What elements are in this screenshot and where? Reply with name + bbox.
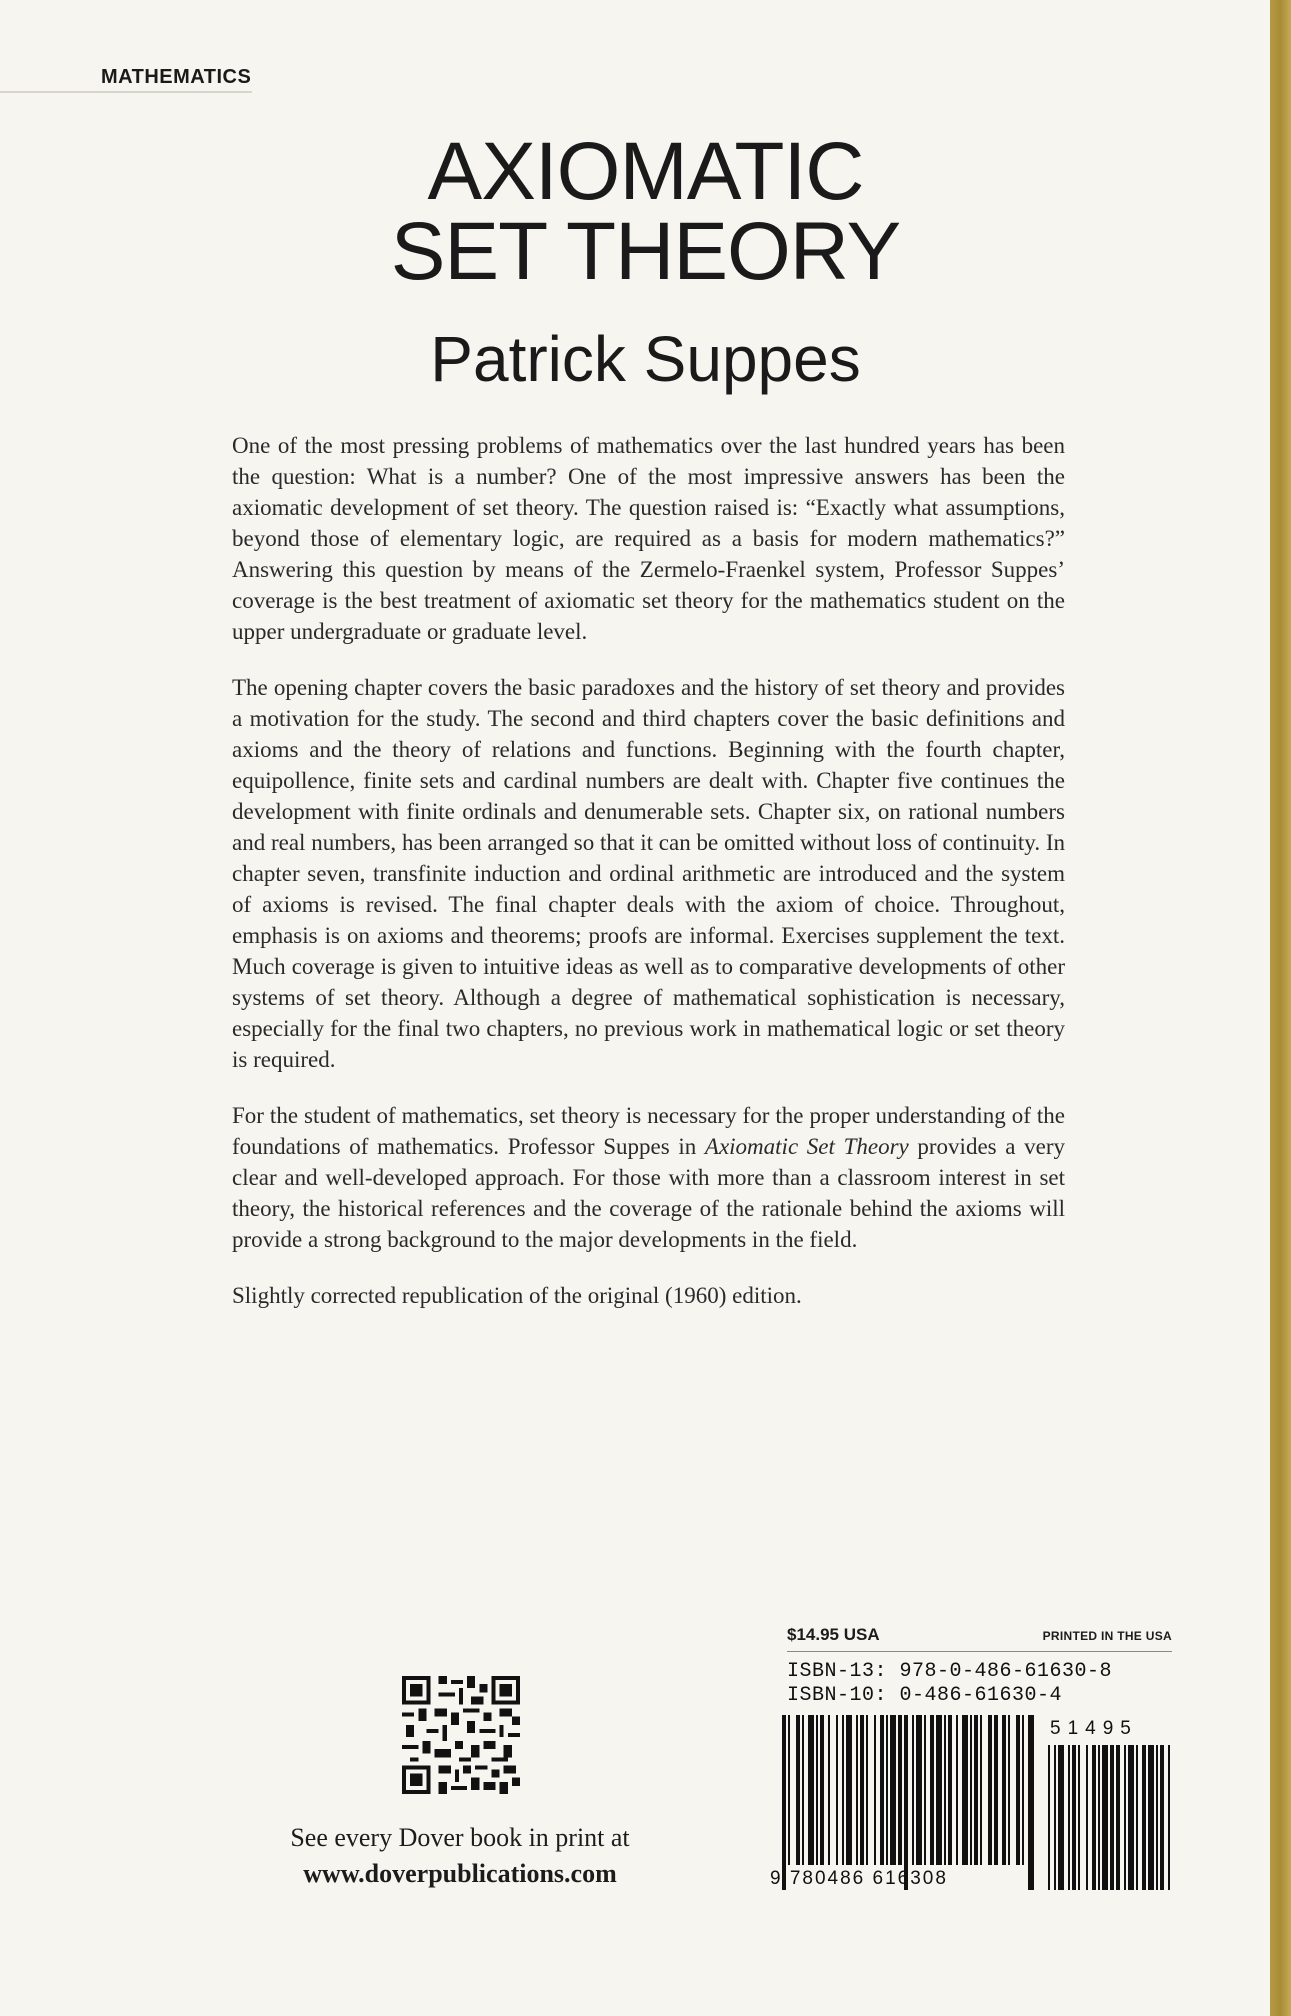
barcode-bar (860, 1715, 864, 1865)
addon-bar (1168, 1745, 1170, 1890)
category-rule (0, 91, 252, 93)
barcode-bar (948, 1715, 952, 1865)
addon-digits: 51495 (1050, 1718, 1138, 1739)
title-line-2: SET THEORY (390, 206, 901, 297)
barcode-bar (866, 1715, 868, 1865)
barcode-bar (788, 1715, 790, 1865)
barcode-bar (808, 1715, 814, 1865)
barcode-bar (890, 1715, 896, 1865)
barcode-bar (988, 1715, 992, 1865)
barcode-bar (974, 1715, 978, 1865)
barcode-bar (1008, 1715, 1010, 1865)
barcode-bar (962, 1715, 968, 1865)
barcode-bar (836, 1715, 838, 1865)
barcode-bar (970, 1715, 972, 1865)
barcode-bar (846, 1715, 852, 1865)
price-row (787, 1625, 1172, 1652)
description (232, 430, 1065, 1336)
barcode-bar (944, 1715, 946, 1865)
barcode-bar (842, 1715, 844, 1865)
barcode-digits: 9 780486 616308 (770, 1868, 948, 1889)
price-block (787, 1625, 1172, 1708)
description-paragraph-1: One of the most pressing problems of mathematics over the last hundred years has been the question: What is a number? One of the most impressive answers has been the axiomatic development of set theory. The question raised is: “Exactly what assumptions, beyond those of elementary logic, are required as a basis for modern mathematics?” Answering this question by means of the Zermelo-Fraenkel system, Professor Suppes’ coverage is the best treatment of axiomatic set theory for the mathematics student on the upper undergraduate or graduate level. (232, 433, 1065, 644)
barcode-bar (1002, 1715, 1006, 1865)
barcode-bar (856, 1715, 858, 1865)
barcode-bar (816, 1715, 818, 1865)
barcode-bar (912, 1715, 914, 1865)
barcode-bar (956, 1715, 958, 1865)
barcode-bar (1028, 1715, 1034, 1890)
barcode-bar (802, 1715, 804, 1865)
book-title (0, 126, 1291, 297)
barcode-bar (782, 1715, 786, 1890)
edition-note: Slightly corrected republication of the original (1960) edition. (232, 1283, 802, 1308)
barcode-bar (936, 1715, 942, 1865)
barcode-bar (994, 1715, 998, 1865)
barcode-bar (916, 1715, 922, 1865)
dover-promo (240, 1820, 680, 1892)
book-title-italic: Axiomatic Set Theory (704, 1134, 909, 1159)
paragraph-3-text-a: For the student of mathematics, set theory is necessary for the proper understanding of the foundations of mathematics. Professor Suppes in (232, 1103, 1065, 1159)
paragraph-3-text-b: provides a very clear and well-developed approach. For those with more than a classroom interest in set theory, the historical references and the coverage of the rationale behind the axioms will provide a strong background to the major developments in the field. (232, 1134, 1065, 1252)
isbn-13: ISBN-13: 978-0-486-61630-8 (787, 1660, 1113, 1683)
qr-code-icon (402, 1676, 520, 1794)
barcode-bar (1022, 1715, 1024, 1865)
description-paragraph-2: The opening chapter covers the basic paradoxes and the history of set theory and provides a motivation for the study. The second and third chapters cover the basic definitions and axioms and the theory of relations and functions. Beginning with the fourth chapter, equipollence, finite sets and cardinal numbers are dealt with. Chapter five continues the development with finite ordinals and denumerable sets. Chapter six, on rational numbers and real numbers, has been arranged so that it can be omitted without loss of continuity. In chapter seven, transfinite induction and ordinal arithmetic are introduced and the system of axioms is revised. The final chapter deals with the axiom of choice. Throughout, emphasis is on axioms and theorems; proofs are informal. Exercises supplement the text. Much coverage is given to intuitive ideas as well as to comparative developments of other systems of set theory. Although a degree of mathematical sophistication is necessary, especially for the final two chapters, no previous work in mathematical logic or set theory is required. (232, 675, 1065, 1072)
isbn-10: ISBN-10: 0-486-61630-4 (787, 1684, 1063, 1707)
book-spine-edge (1270, 0, 1291, 2016)
barcode-bar (930, 1715, 934, 1865)
barcode-bar (980, 1715, 982, 1865)
author-name: Patrick Suppes (430, 323, 861, 395)
barcode-bar (820, 1715, 824, 1865)
barcode-bar (880, 1715, 884, 1865)
title-line-1: AXIOMATIC (427, 126, 864, 217)
barcode-bar (898, 1715, 902, 1865)
barcode-bar (796, 1715, 800, 1865)
barcode-bar (904, 1715, 908, 1890)
barcode-bar (1016, 1715, 1020, 1865)
barcode-bar (886, 1715, 888, 1865)
addon-bar (1160, 1745, 1164, 1890)
description-paragraph-3 (232, 1100, 1065, 1255)
price-label: $14.95 USA (787, 1625, 880, 1644)
promo-text: See every Dover book in print at (290, 1823, 630, 1852)
barcode-bar (924, 1715, 926, 1865)
barcode-bar (874, 1715, 876, 1865)
printed-label: PRINTED IN THE USA (1042, 1629, 1172, 1643)
barcode-bar (828, 1715, 830, 1865)
promo-url[interactable]: www.doverpublications.com (303, 1859, 617, 1888)
category-label: MATHEMATICS (101, 66, 252, 88)
